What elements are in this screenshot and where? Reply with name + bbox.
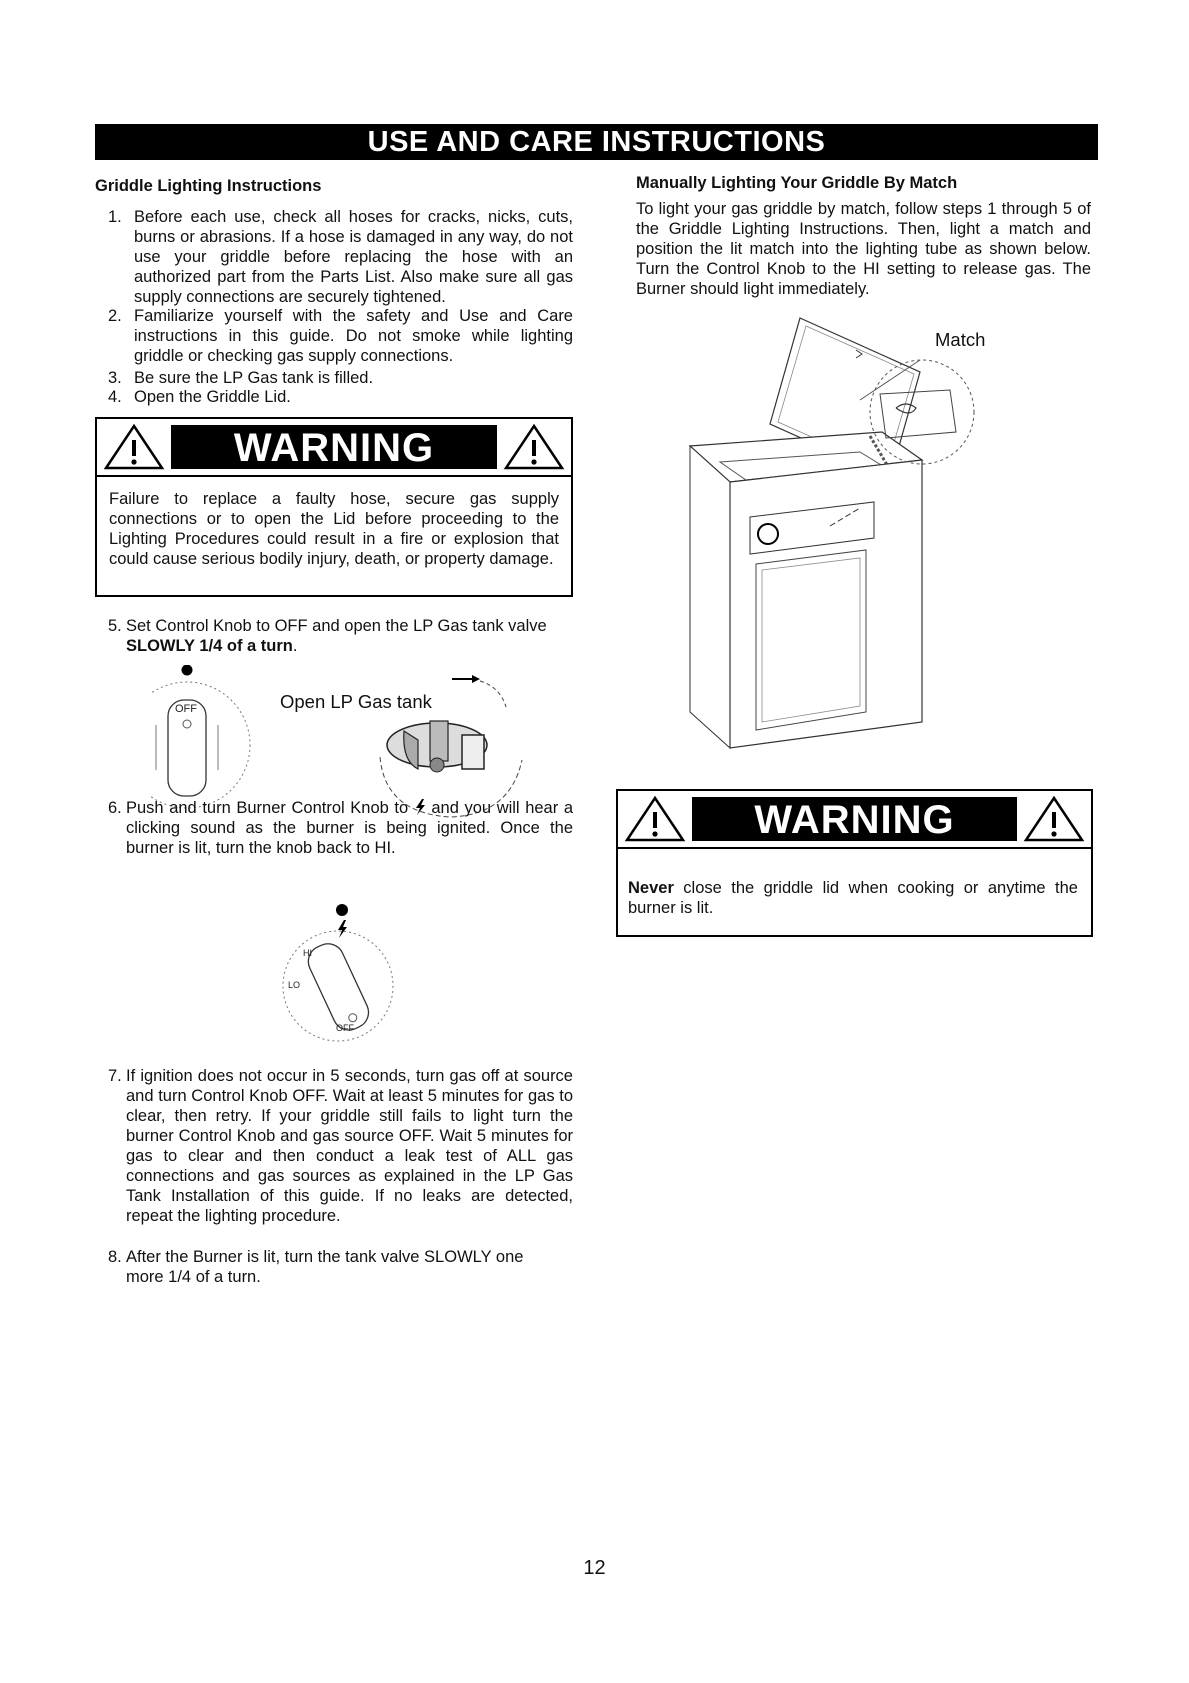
- warning-label: WARNING: [692, 797, 1017, 841]
- step-text-part: .: [292, 637, 298, 655]
- figure-caption: Open LP Gas tank: [280, 691, 432, 712]
- knob-hi-label: HI: [303, 948, 312, 958]
- lightning-bolt-icon: [414, 799, 426, 815]
- figure-knob-off-and-tank-valve: [150, 665, 540, 820]
- match-lighting-intro: To light your gas griddle by match, follow steps 1 through 5 of the Griddle Lighting Instructions. Then, light a match and position the lit match into the lighting tube as shown below. Turn the Control Knob to the HI setting to release gas. The Burner should light immediately.: [636, 200, 1091, 298]
- knob-lo-label: LO: [288, 980, 301, 990]
- step-text: Familiarize yourself with the safety and Use and Care instructions in this guide. Do not smoke while lighting griddle or checking gas supply connections.: [134, 307, 573, 365]
- step-text-emphasis: SLOWLY 1/4 of a turn: [126, 637, 293, 655]
- step-number: 5.: [108, 617, 122, 635]
- step-text: [126, 616, 556, 656]
- step-number: 6.: [108, 799, 122, 817]
- warning-text-part: close the griddle lid when cooking or anytime the burner is lit.: [628, 879, 1078, 917]
- step-text: After the Burner is lit, turn the tank valve SLOWLY one more 1/4 of a turn.: [126, 1248, 524, 1286]
- warning-emphasis: Never: [628, 879, 674, 897]
- warning-header: [618, 791, 1091, 849]
- step-number: 3.: [108, 369, 122, 387]
- step-text: If ignition does not occur in 5 seconds, turn gas off at source and turn Control Knob OFF. Wait at least 5 minutes for gas to clear, then retry. If your griddle still fails to light turn the burner Control Knob and gas source OFF. Wait 5 minutes for gas to clear and then conduct a leak test of ALL gas connections and gas sources as explained in the LP Gas Tank Installation of this guide. If no leaks are detected, repeat the lighting procedure.: [126, 1067, 573, 1225]
- step-text-part: Set Control Knob to OFF and open the LP Gas tank valve: [126, 617, 547, 635]
- step-text-part: Push and turn Burner Control Knob to: [126, 799, 414, 817]
- knob-off-label: OFF: [175, 703, 197, 715]
- knob-off-label: OFF: [336, 1023, 354, 1033]
- step-text: Open the Griddle Lid.: [134, 388, 291, 406]
- step-number: 4.: [108, 388, 122, 406]
- step-number: 2.: [108, 307, 122, 325]
- warning-triangle-icon: [624, 795, 686, 843]
- step-number: 7.: [108, 1067, 122, 1085]
- step-text: [126, 798, 573, 858]
- step-number: 1.: [108, 208, 122, 226]
- warning-box-2: [616, 789, 1093, 937]
- step-text-part: and you will hear a clicking sound as the burner is being ignited. Once the burner is lit, turn the knob back to HI.: [126, 799, 573, 857]
- page-banner: USE AND CARE INSTRUCTIONS: [95, 124, 1098, 160]
- step-5: [108, 616, 573, 656]
- warning-text: Failure to replace a faulty hose, secure gas supply connections or to open the Lid before proceeding to the Lighting Procedures could result in a fire or explosion that could cause serious bodily injury, death, or property damage.: [109, 490, 559, 568]
- figure-knob-ignite: [270, 898, 410, 1043]
- warning-triangle-icon: [1023, 795, 1085, 843]
- left-section-title: Griddle Lighting Instructions: [95, 177, 322, 195]
- match-label: Match: [935, 329, 986, 350]
- step-3: [108, 368, 573, 388]
- griddle-match-illustration: [660, 312, 1100, 762]
- right-section-title: Manually Lighting Your Griddle By Match: [636, 174, 958, 192]
- control-knob-off-illustration: [150, 665, 250, 808]
- step-text: Before each use, check all hoses for cracks, nicks, cuts, burns or abrasions. If a hose is damaged in any way, do not use your griddle before replacing the hose with an authorized part from the Parts List. Also make sure all gas supply connections are securely tightened.: [134, 208, 573, 306]
- page-number: 12: [583, 1557, 606, 1579]
- step-8: [108, 1247, 573, 1287]
- warning-box-1: [95, 417, 573, 597]
- warning-triangle-icon: [503, 423, 565, 471]
- warning-label: WARNING: [171, 425, 497, 469]
- step-7: [108, 1066, 573, 1246]
- step-text: Be sure the LP Gas tank is filled.: [134, 369, 374, 387]
- step-2: [108, 306, 573, 366]
- warning-text: [628, 878, 1078, 918]
- warning-header: [97, 419, 571, 477]
- step-number: 8.: [108, 1248, 122, 1266]
- step-4: [108, 387, 573, 407]
- step-6: [108, 798, 573, 858]
- step-1: [108, 207, 573, 307]
- warning-triangle-icon: [103, 423, 165, 471]
